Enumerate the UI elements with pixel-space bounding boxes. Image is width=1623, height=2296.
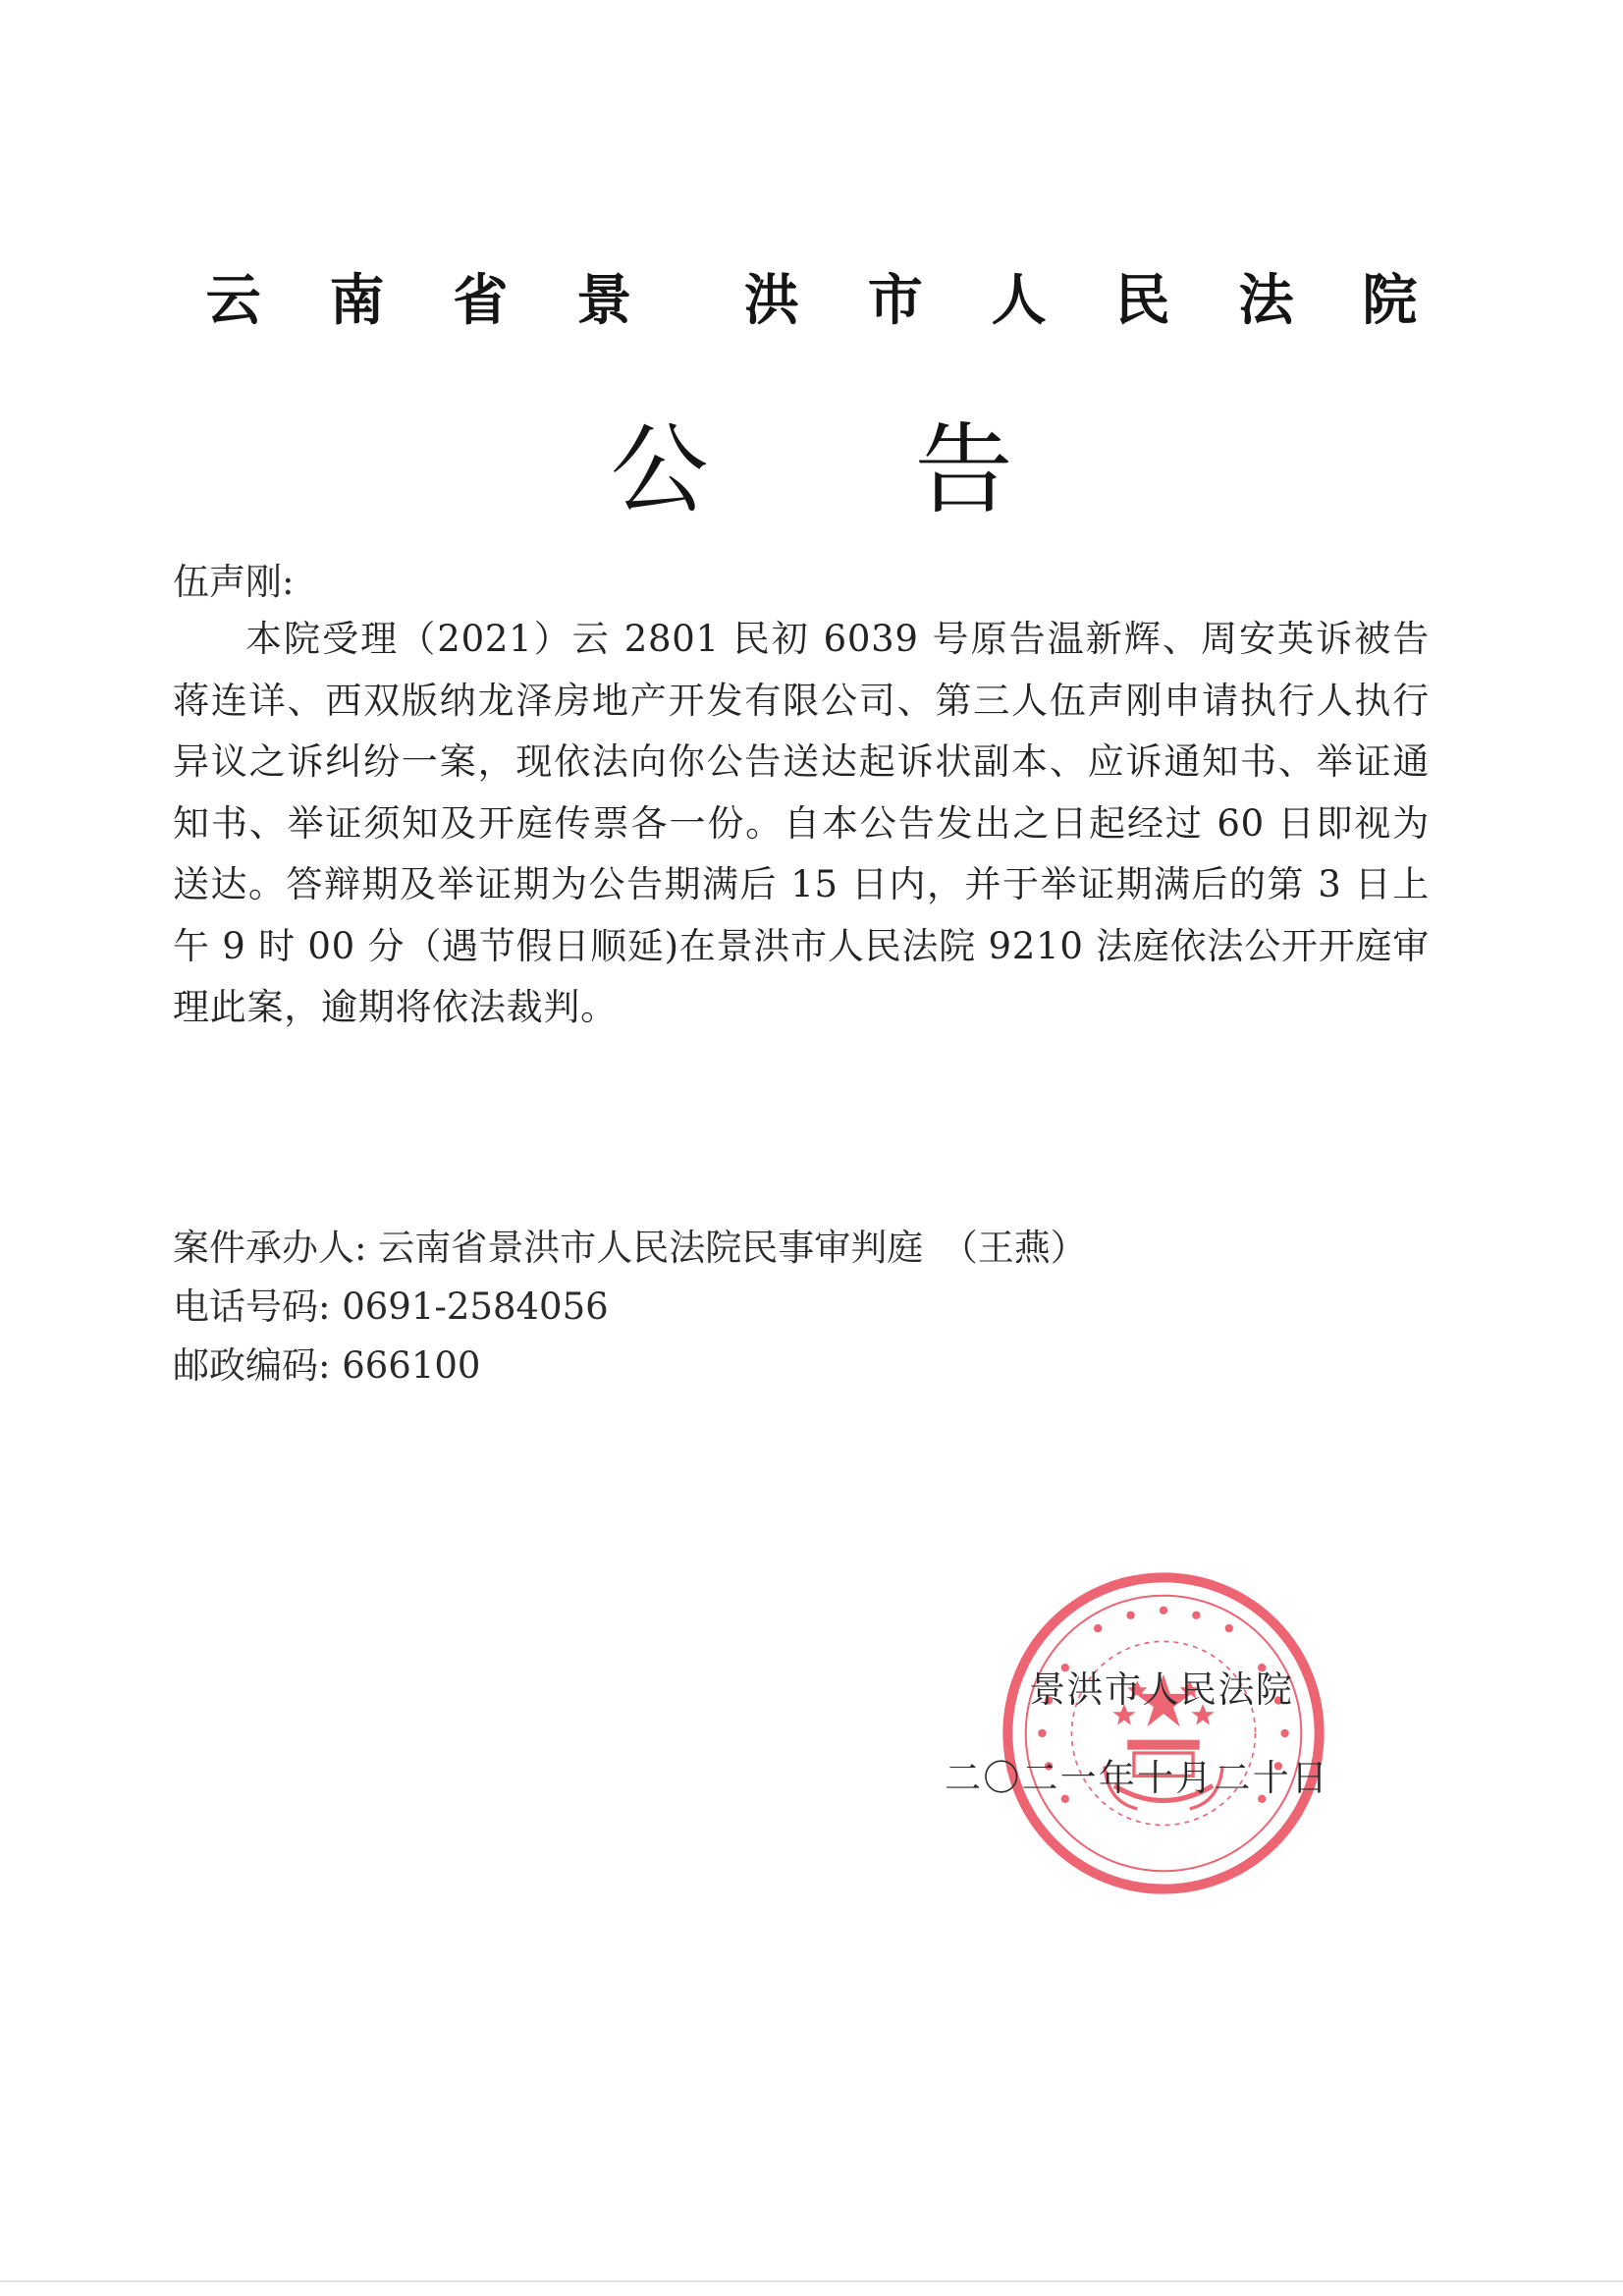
signature-date: 二〇二一年十月二十日 — [945, 1757, 1330, 1799]
seal-inner-ring — [1026, 1596, 1302, 1872]
notice-body: 本院受理（2021）云 2801 民初 6039 号原告温新辉、周安英诉被告蒋连详、西双版纳龙泽房地产开发有限公司、第三人伍声刚申请执行人执行异议之诉纠纷一案，现依法向你公告送达起诉状副本、应诉通知书、举证通知书、举证须知及开庭传票各一份。自本公告发出之日起经过 60 日即视为送达。答辩期及举证期为公告期满后 15 日内，并于举证期满后的第 3 日上午 9 时 00 分（遇节假日顺延)在景洪市人民法院 9210 法庭依法公开开庭审理此案，逾期将依法裁判。 — [173, 618, 1430, 1028]
page-bottom-edge — [0, 2280, 1623, 2282]
seal-outer-ring — [1007, 1577, 1319, 1888]
notice-title: 公告 — [610, 412, 1219, 527]
postal-code: 邮政编码: 666100 — [173, 1344, 481, 1387]
phone-number: 电话号码: 0691-2584056 — [173, 1285, 609, 1328]
case-handler: 案件承办人: 云南省景洪市人民法院民事审判庭 （王燕） — [173, 1227, 1087, 1269]
addressee: 伍声刚: — [173, 561, 295, 603]
signature-court: 景洪市人民法院 — [1029, 1668, 1294, 1711]
court-name: 云 南 省 景 洪 市 人 民 法 院 — [205, 269, 1442, 333]
court-seal-icon — [1000, 1569, 1327, 1897]
